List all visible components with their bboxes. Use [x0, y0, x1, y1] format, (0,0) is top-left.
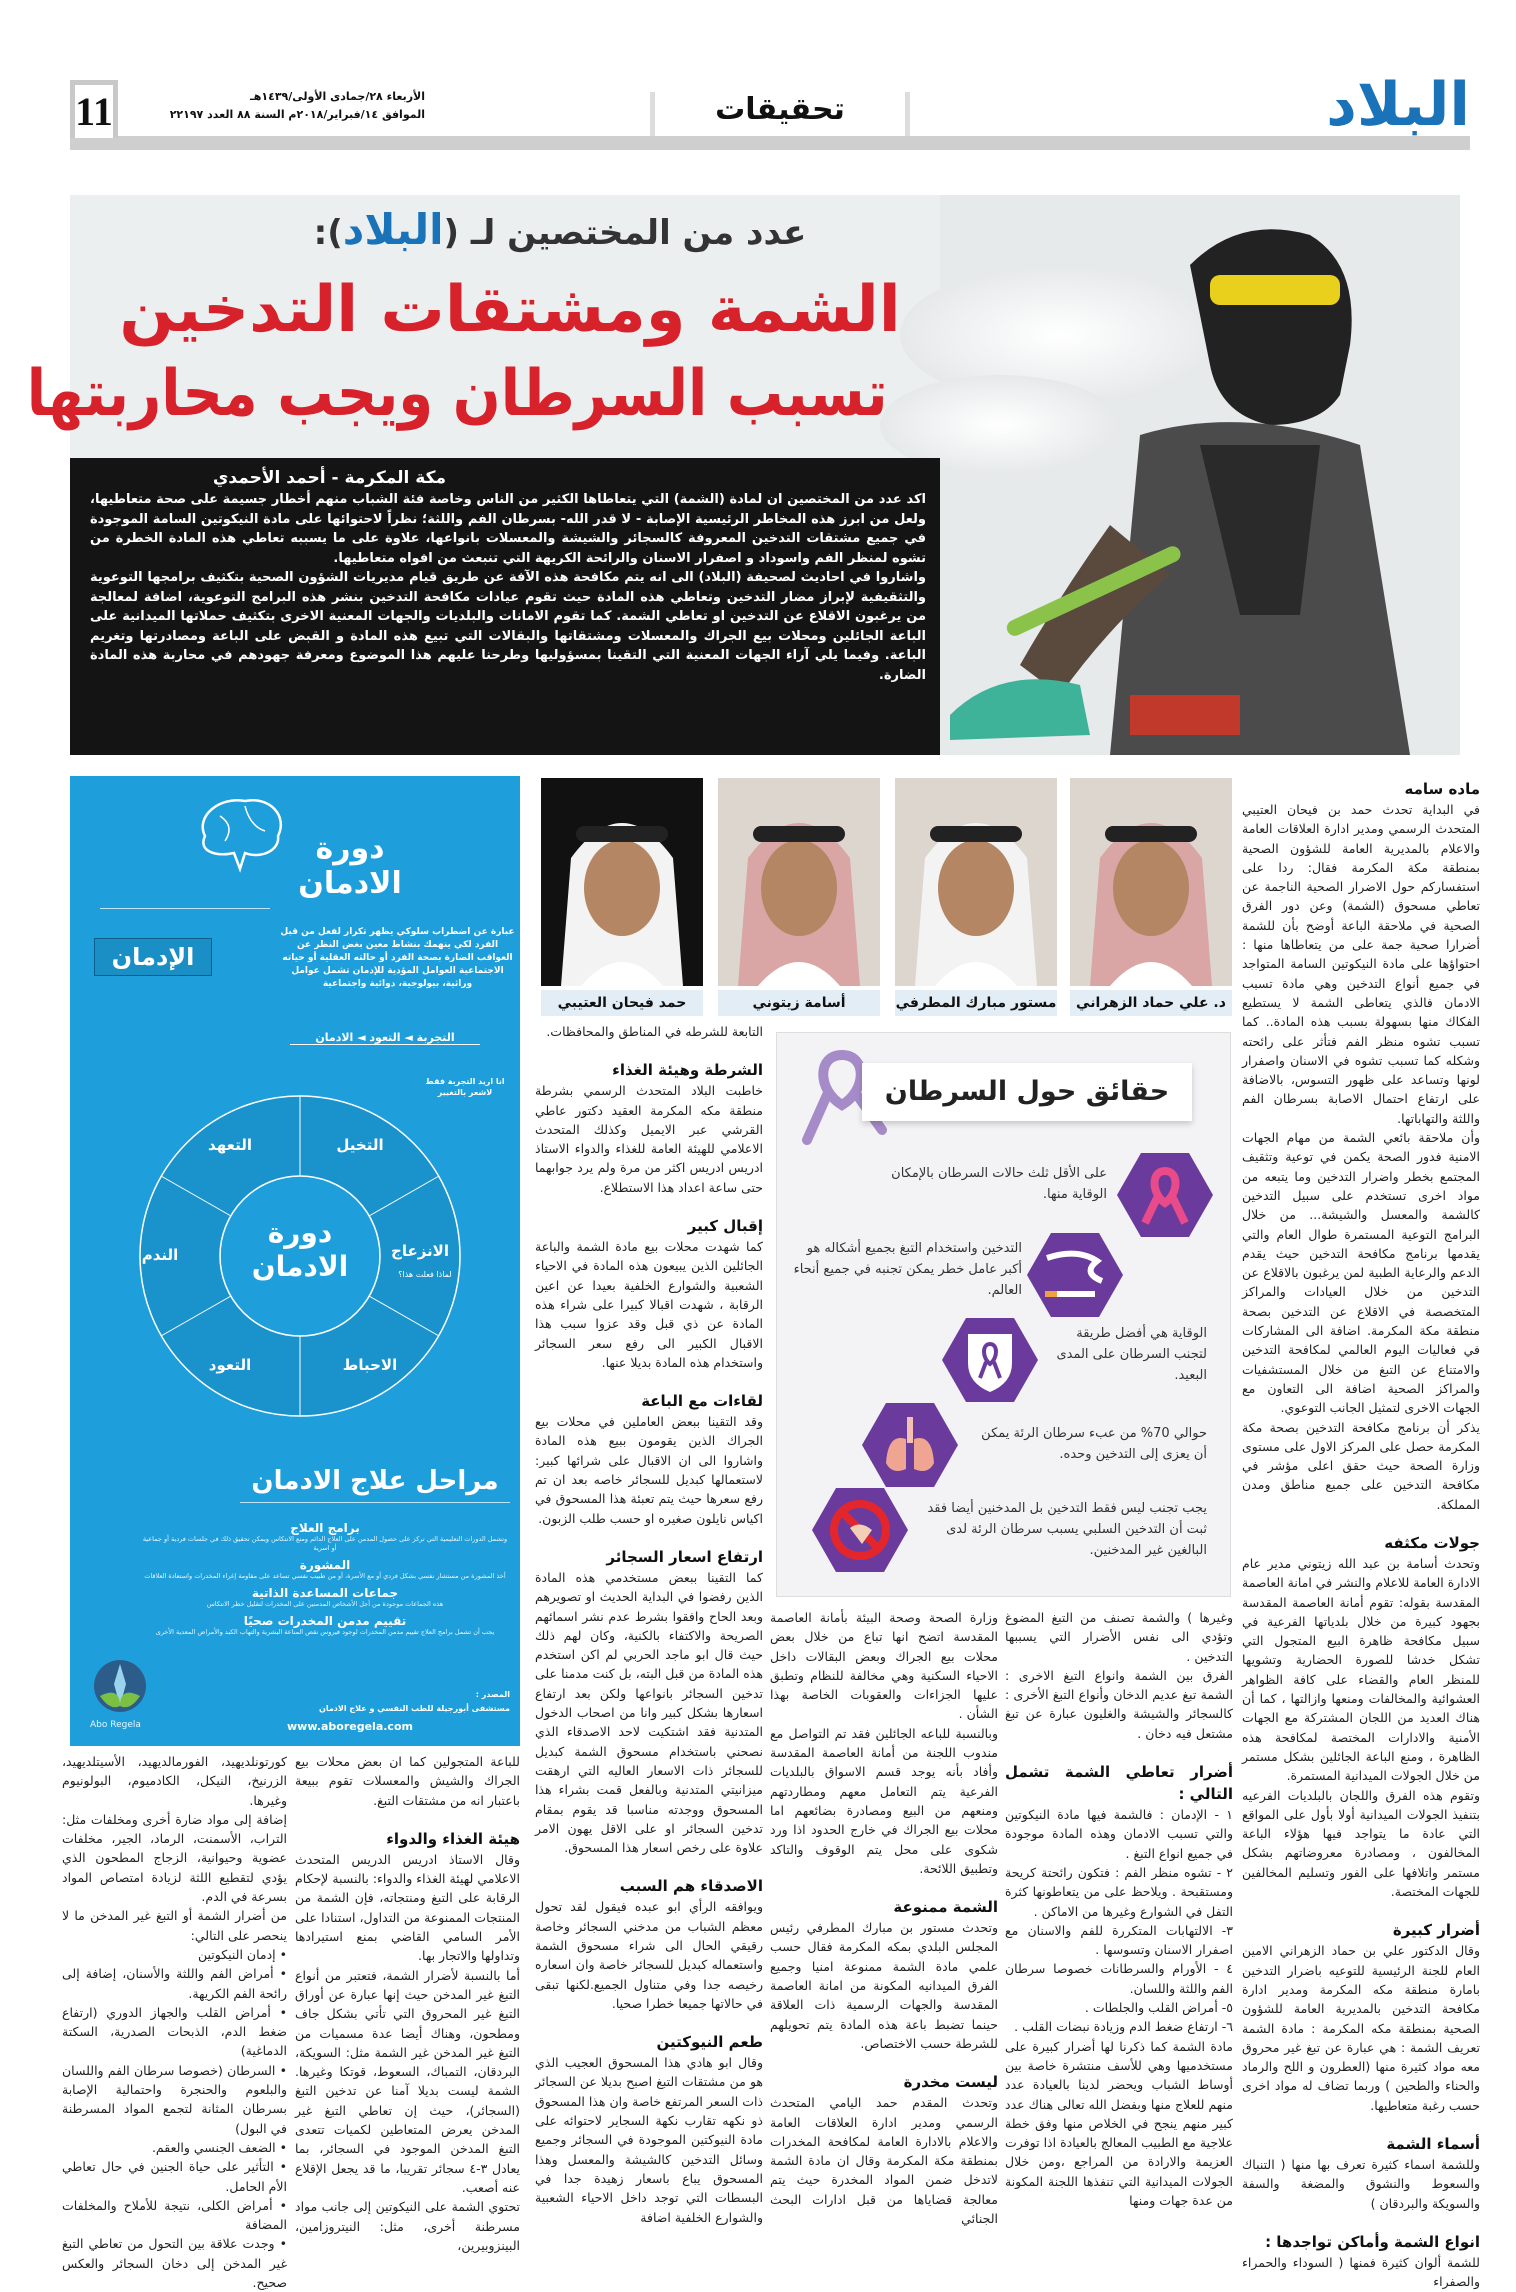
paragraph: • إدمان النيكوتين	[198, 1946, 287, 1962]
paragraph: ٤ - الأورام والسرطانات خصوصا سرطان الفم واللثة واللسان.	[1005, 1961, 1233, 1996]
paragraph: كما شهدت محلات بيع مادة الشمة والباعة الجائلين الذين يبيعون هذه المادة في الاحياء الشعبية والشوارع الخلفية بعيدا عن اعين الرقابة ، شهدت اقبالا كبيرا على شراء هذه المادة عن ذي قبل وقد عزوا سبب هذا الاقبال الكبير الى رفع سعر السجائر واستخدام هذه المادة بديلا عنها.	[535, 1239, 763, 1370]
issue-date	[125, 88, 425, 124]
person-photo	[1070, 778, 1232, 986]
divider	[100, 908, 270, 909]
ribbon-icon	[1117, 1153, 1213, 1237]
person-caption: د. علي حماد الزهراني	[1070, 990, 1232, 1016]
paragraph: وللشمة اسماء كثيرة تعرف بها منها ( التنباك والسعوط والنشوق والمضغة والسفة والسويكة والبردقان )	[1242, 2157, 1480, 2211]
paragraph: • أمراض الكلى، نتيجة للأملاح والمخلفات المضافة	[62, 2197, 287, 2233]
cancer-fact-text: حوالي 70% من عبء سرطان الرئة يمكن أن يعزى إلى التدخين وحده.	[981, 1426, 1207, 1462]
hero-photo-smoker	[940, 195, 1460, 755]
cycle-note: لماذا فعلت هذا؟	[398, 1270, 452, 1279]
paragraph: وغيرها ) والشمة تصنف من التبغ المضوغ وتؤدي الى نفس الأضرار التي يسببها التدخين .	[1005, 1610, 1233, 1664]
paragraph: وأن ملاحقة بائعي الشمة من مهام الجهات الامنية فدور الصحة يكمن في توعية وتثقيف المجتمع بخطر واضرار التدخين وما يتبعه من مواد اخرى تستخدم على سبيل التدخين كالشمة والمعسل والشيشة... من خلال البرامج التوعية المستمرة طوال العام والتي يقدمها برنامج مكافحة التدخين حيث يقدم الدعم والرعاية الطبية لمن يرغبون بالاقلاع عن التدخين من خلال العيادات والمراكز المتخصصة في الاقلاع عن التدخين بصحة منطقة مكة المكرمة. اضافة الى المشاركات في فعاليات اليوم العالمي لمكافحة التدخين والامتناع عن التبغ من خلال المستشفيات والمراكز الصحية اضافة الى التعاون مع الجهات الاخرى لتمثيل الجانب التوعوي.	[1242, 1130, 1480, 1416]
paragraph: وقد التقينا ببعض العاملين في محلات بيع الجراك الذين يقومون ببيع هذه المادة واشاروا الى ان الاقبال على شرائها كبير: لاستعمالها كبديل للسجائر خاصه بعد ان تم رفع سعرها حيث يتم تعبئة هذا المسحوق في اكياس نايلون صغيره او حسب طلب الزبون.	[535, 1414, 763, 1526]
intro-paragraph: واشاروا في احاديث لصحيفة (البلاد) الى انه يتم مكافحة هذه الآفة عن طريق قيام مديريات الشؤون الصحية بتكثيف برامجها التوعوية والتثقيفية لإبراز مضار التدخين وتعاطي هذه المادة حيث تقوم عيادات مكافحة التدخين بنشر هذه البرامج التوعوية، اضافة لمعالجة من يرغبون الاقلاع عن التدخين او تعاطي الشمة. كما تقوم الامانات والبلديات والجهات المعنية الاخرى بتكثيف حملاتها الميدانية على الباعة الجائلين ومحلات بيع الجراك والمعسلات ومشتقاتها والبقالات التي تبيع هذه المادة و القبض على الباعة ومصادرتها وتغريم الباعة. وفيما يلي آراء الجهات المعنية التي التقينا بمسؤوليها وطرحنا عليهم هذا الموضوع ومعرفة جهودهم في محاربة هذه المادة الضارة.	[90, 570, 926, 683]
subheading: ليست مخدرة	[903, 2073, 998, 2092]
subheading: أضرار كبيرة	[1392, 1921, 1480, 1940]
paragraph: كما التقينا ببعض مستخدمي هذه المادة الذين رفضوا في البداية الحديث او تصويرهم وبعد الحاح وافقوا بشرط عدم نشر اسمائهم الصريحة والاكتفاء بالكنية، وكان لهم ذلك حيث قال ابو ماجد الحربي لم اكن استخدم هذه المادة من قبل البته، بل كنت مدمنا على تدخين السجائر بانواعها ولكن بعد ارتفاع اسعارها بشكل كبير وانا من اصحاب الدخول المتدنية فقد اشتكيت لاحد الاصدقاء الذي نصحني باستخدام مسحوق الشمة كبديل للسجائر ذات الاسعار العاليه التي ارهقت ميزانيتي المتدنية وبالفعل قمت بشراء هذا المسحوق ووجدته مناسبا قد يقوم بمقام تدخين السجائر او على الاقل يهون الامر علاوة على رخص اسعار هذا المسحوق.	[535, 1569, 763, 1856]
paragraph: • التأثير على حياة الجنين في حال تعاطي الأم الحامل.	[62, 2159, 287, 2194]
treatment-stage-title: تقييم مدمن المخدرات صحيًا	[243, 1614, 407, 1628]
subheading: إقبال كبير	[687, 1217, 763, 1236]
cancer-fact-text: التدخين واستخدام التبغ بجميع أشكاله هو أكبر عامل خطر يمكن تجنبه في جميع أنحاء العالم.	[793, 1241, 1022, 1298]
addiction-flow: التجربة ◄ التعود ◄ الادمان	[290, 1031, 480, 1045]
treatment-stage-title: برامج العلاج	[290, 1521, 360, 1535]
person-caption: حمد فيحان العتيبي	[541, 990, 703, 1016]
infographic-title: حقائق حول السرطان	[862, 1063, 1192, 1121]
date-gregorian: الموافق ١٤/فبراير/٢٠١٨م السنة ٨٨ العدد ٢٢١٩٧	[169, 108, 425, 121]
addiction-title: دورة الادمان	[298, 831, 402, 901]
article-column-right	[1242, 778, 1480, 2290]
date-hijri: الأربعاء ٢٨/جمادى الأولى/١٤٣٩هـ	[250, 90, 425, 103]
paragraph: وزارة الصحة وصحة البيئة بأمانة العاصمة المقدسة اتضح انها تباع من خلال بعض محلات بيع الجراك وبعض البقالات داخل الاحياء السكنية وهي مخالفة للنظام وتطبق عليها الجزاءات والعقوبات الخاصة بهذا الشأن .	[770, 1610, 998, 1722]
cigarette-smoke-icon	[1027, 1233, 1123, 1317]
treatment-title: مراحل علاج الادمان	[240, 1466, 510, 1503]
cancer-fact-text: الوقاية هي أفضل طريقة لتجنب السرطان على المدى البعيد.	[1056, 1326, 1207, 1383]
paragraph: ويوافقه الرأي ابو عبده فيقول لقد تحول معظم الشباب من مدخني السجائر وخاصة رقيقي الحال الى شراء مسحوق الشمة واستعماله كبديل للسجائر خاصة وان اسعاره رخيصه جدا وفي متناول الجميع.لكنها تبقى في حالاتها جميعا خطرا صحيا.	[535, 1899, 763, 2011]
article-column	[295, 1752, 520, 2253]
treatment-stage-title: المشورة	[299, 1558, 351, 1572]
paragraph: خاطبت البلاد المتحدث الرسمي بشرطة منطقة مكه المكرمة العقيد دكتور عاطي القرشي عبر الايميل وكذلك المتحدث الاعلامي للهيئة العامة للغذاء والدواء الاستاذ ادريس ادريس اكثر من مرة ولم يرد جوابهما حتى ساعة اعداد هذا الاستطلاع.	[535, 1083, 763, 1195]
intro-paragraph: اكد عدد من المختصين ان لمادة (الشمة) التي يتعاطاها الكثير من الناس وخاصة فئة الشباب منهم أخطار جسيمة على صحة متعاطيها، ولعل من ابرز هذه المخاطر الرئيسية الإصابة - لا قدر الله- بسرطان الفم واللثة؛ نظراً لاحتوائها على مادة النيكوتين السامة الموجودة في جميع مشتقات التدخين المعروفة كالسجائر والشيشة والمعسلات بانواعها، علاوة على ما يسببه تعاطي هذه المادة الخطرة من تشوه لمنظر الفم واسوداد و اصفرار الاسنان والرائحة الكريهة التي تنبعث من افواه متعاطيها.	[90, 492, 926, 566]
aboregela-logo	[90, 1656, 160, 1736]
paragraph: ٢ - تشوه منظر الفم : فتكون رائحتة كريحة ومستقبحة . ويلاحظ على من يتعاطونها كثرة التفل في الشوارع وغيرها من الاماكن .	[1005, 1864, 1233, 1919]
subheading: ارتفاع اسعار السجائر	[606, 1547, 763, 1566]
main-headline-line-1: الشمة ومشتقات التدخين	[119, 273, 901, 347]
paragraph: ١ - الإدمان : فالشمة فيها مادة النيكوتين والتي تسبب الادمان وهذه المادة موجودة في جميع انواع التبغ .	[1005, 1807, 1233, 1861]
treatment-stage-text: وتشمل الدورات التعليمية التي تركز على حصول المدمن على العلاج الدائم ومنع الانتكاس ويمكن تحقيق ذلك في جلسات فردية أو جماعية أو اسرية	[142, 1535, 508, 1552]
source-url[interactable]: www.aboregela.com	[287, 1720, 413, 1733]
header-rule	[70, 136, 1470, 150]
subheading: ماده سامه	[1404, 780, 1480, 798]
subheading: الاصدقاء هم السبب	[619, 1877, 763, 1896]
newspaper-logo: البلاد	[1326, 70, 1470, 140]
paragraph: للشمة ألوان كثيرة فمنها ( السوداء والحمراء والصفراء	[1242, 2254, 1480, 2290]
paragraph: ٦- ارتفاع ضغط الدم وزيادة نبضات القلب .	[1014, 2019, 1233, 2035]
person-photo	[718, 778, 880, 986]
paragraph: مادة الشمة كما ذكرنا لها أضرار كبيرة على مستخدميها وهي للأسف منتشرة خاصة بين أوساط الشباب ويحضر لدينا بالعيادة عدد منهم للعلاج منها وبفضل الله تعالى هناك عدد كبير منهم ينجح في الخلاص منها وفق خطة علاجية مع الطبيب المعالج بالعيادة اذا توفرت العزيمة والارادة من المراجع ،ومن خلال الجولات الميدانية التي تنفذها اللجنة المكونة من عدة جهات ومنها	[1005, 2038, 1233, 2209]
cycle-note: انا اريد التجربة فقط لاشعر بالتغيير	[425, 1077, 505, 1097]
paragraph: ٥- أمراض القلب والجلطات .	[1084, 2000, 1233, 2016]
lungs-icon	[862, 1403, 958, 1487]
cycle-stage: التخيل	[336, 1136, 384, 1154]
paragraph: يذكر أن برنامج مكافحة التدخين بصحة مكة المكرمة حصل على المركز الاول على مستوى وزارة الصحة حيث حقق اعلى مؤشر في مكافحة التدخين على جميع مناطق ومدن المملكة.	[1242, 1419, 1480, 1512]
logo-text: Abo Regela	[90, 1720, 141, 1730]
person-caption: مستور مبارك المطرفي	[895, 990, 1057, 1016]
article-column	[62, 1752, 287, 2291]
subheading: هيئة الغذاء والدواء	[386, 1829, 520, 1848]
addiction-definition: عبارة عن اضطراب سلوكي يظهر تكرار لفعل من قبل الفرد لكي ينهمك بنشاط معين بغض النظر عن العواقب الضارة بصحة الفرد أو حالته العقلية أو حياته الاجتماعية العوامل المؤدية للإدمان تشمل عوامل وراثية، بيولوجية، دوائية واجتماعية	[280, 927, 515, 989]
treatment-stage-text: أخذ المشورة من مستشار نفسي بشكل فردي أو مع الأسرة، أو من طبيب نفسي تساعد على مقاومة إغراء المخدرات واستعادة العلاقات	[144, 1572, 506, 1580]
subheading: الشرطة وهيئة الغذاء	[612, 1061, 763, 1080]
person-photo	[541, 778, 703, 986]
cycle-stage: التعهد	[208, 1136, 252, 1154]
cycle-stage: التعود	[208, 1356, 252, 1374]
cancer-facts-infographic	[776, 1032, 1231, 1597]
paragraph: • الضعف الجنسي والعقم.	[151, 2139, 287, 2155]
article-column	[1005, 1608, 1233, 2248]
headline-kicker	[200, 205, 920, 254]
paragraph: إضافة إلى مواد ضارة أخرى ومخلفات مثل: التراب، الأسمنت، الرماد، الجير، مخلفات عضوية وحيوانية، الزجاج المطحون الذي يؤدي لتقطيع اللثة لزيادة امتصاص المواد بسرعة في الدم.	[62, 1811, 287, 1905]
byline: مكة المكرمة - أحمد الأحمدي	[212, 468, 446, 488]
paragraph: • أمراض القلب والجهاز الدوري (ارتفاع ضغط الدم، الذبحات الصدرية، السكتة الدماغية)	[62, 2004, 287, 2059]
paragraph: كورتونلديهيد، الفورمالديهيد، الأسيتلديهيد، الزرنيخ، النيكل، الكادميوم، البولونيوم وغيرها.	[62, 1754, 287, 1808]
paragraph: وتحدث مستور بن مبارك المطرفي رئيس المجلس البلدي بمكه المكرمة فقال حسب علمي مادة الشمة ممنوعة امنيا وجميع الفرق الميدانيه المكونة من امانة العاصمة المقدسة والجهات الرسمية ذات العلاقة حينما تضبط باعة هذه المادة يتم تحويلهم للشرطة حسب الاختصاص.	[770, 1920, 998, 2051]
subheading: طعم النيوكتين	[656, 2033, 763, 2052]
intro-box	[70, 458, 940, 755]
paragraph: وقال الاستاذ ادريس الدريس المتحدث الاعلامي لهيئة الغذاء والدواء: بالنسبة لإحكام الرقابة على التبغ ومنتجاته، فإن الشمة من المنتجات الممنوعة من التداول، استنادا على الأمر السامي القاضي بمنع استيرادها وتداولها والاتجار بها.	[295, 1851, 520, 1964]
source-name: مستشفى أبورجيلة للطب النفسي و علاج الادمان	[319, 1704, 510, 1713]
treatment-stage-text: يجب أن تشمل برامج العلاج تقييم مدمن المخدرات لوجود فيروس نقص المناعة البشرية والتهاب الكبد والأمراض المعدية الأخرى	[155, 1628, 495, 1636]
paragraph: وتحدث المقدم حمد اليامي المتحدث الرسمي ومدير ادارة العلاقات العامة والاعلام بالادارة العامة لمكافحة المخدرات بمنطقة مكة المكرمة وقال ان مادة الشمة لاتدخل ضمن المواد المخدرة حيث يتم معالجة قضاياها من قبل ادارات البحث الجنائي	[770, 2095, 998, 2227]
paragraph: ٣- الالتهابات المتكررة للفم والاسنان مع اصفرار الاسنان وتسوسها .	[1005, 1922, 1233, 1958]
paragraph: في البداية تحدث حمد بن فيحان العتيبي المتحدث الرسمي ومدير ادارة العلاقات العامة والاعلام بالمديرية العامة للشؤون الصحية بمنطقة مكة المكرمة فقال: ردا على استفساركم حول الاضرار الصحية الناجمة عن تعاطي مسحوق (الشمة) وعن دور الفرق الصحية في ملاحقة الباعة أوضح بأن للشمة أضرارا صحية جمة على من يتعاطاها منها : احتواؤها على مادة النيكوتين السامة المتواجد في جميع أنواع التدخين وهي مادة تسبب الادمان فالذي يتعاطى الشمة لا يستطيع الفكاك منها بسهولة بسبب هذه المادة.. كما تسبب تشوه منظر الفم فتأثر على رائحته وشكله كما تسبب تشوه في الاسنان واصفرار لونها وتساعد على ظهور التسوس، بالاضافة على ارتفاع احتمال الاصابة بسرطان الفم واللثة والتهاباتها.	[1242, 802, 1480, 1126]
shield-ribbon-icon	[942, 1318, 1038, 1402]
paragraph: • وجدت علاقة بين التحول من تعاطي التبغ غير المدخن إلى دخان السجائر والعكس صحيح.	[62, 2236, 287, 2291]
cancer-fact-text: يجب تجنب ليس فقط التدخين بل المدخنين أيضا فقد ثبت أن التدخين السلبي يسبب سرطان الرئة لدى البالغين غير المدخنين.	[927, 1501, 1207, 1558]
paragraph: تحتوي الشمة على النيكوتين إلى جانب مواد مسرطنة أخرى، مثل: النيتروزامين، البينزوبيرين،	[295, 2199, 520, 2253]
paragraph: وقال ابو هادي هذا المسحوق العجيب الذي هو من مشتقات التبغ اصبح بديلا عن السجائر ذات السعر المرتفع خاصة وان هذا المسحوق ذو نكهه تقارب نكهة السجاير لاحتوائه على مادة النيوكتين الموجودة في السجائر وجميع وسائل التدخين كالشيشة والمعسل وهذا المسحوق يباع باسعار زهيدة جدا في البسطات التي توجد داخل الاحياء الشعبية والشوارع الخلفية اضافة	[535, 2055, 763, 2225]
section-title: تحقيقات	[650, 92, 910, 136]
subheading: أضرار تعاطي الشمة تشمل التالي :	[1005, 1763, 1233, 1804]
cancer-fact-text: على الأقل ثلث حالات السرطان بالإمكان الوقاية منها.	[891, 1166, 1107, 1202]
subheading: انواع الشمة وأماكن تواجدها :	[1265, 2232, 1480, 2251]
treatment-stage-title: جماعات المساعدة الذاتية	[251, 1586, 399, 1600]
kicker-brand: البلاد	[342, 205, 444, 254]
subheading: أسماء الشمة	[1386, 2135, 1480, 2153]
addiction-term-box: الإدمان	[94, 938, 212, 976]
person-photo	[895, 778, 1057, 986]
source-label: المصدر :	[475, 1690, 510, 1699]
paragraph: للباعة المتجولين كما ان بعض محلات بيع الجراك والشيش والمعسلات تقوم ببيعة باعتبار انه من مشتقات التبغ.	[295, 1754, 520, 1808]
paragraph: • السرطان (خصوصا سرطان الفم واللسان والبلعوم والحنجرة واحتمالية الإصابة بسرطان المثانة لتجمع المواد المسرطنة في البول)	[62, 2062, 287, 2136]
kicker-text: عدد من المختصين لـ (	[443, 213, 807, 253]
page-number: 11	[70, 80, 118, 138]
person-caption: أسامة زيتوني	[718, 990, 880, 1016]
paragraph: وبالنسبة للباعه الجائلين فقد تم التواصل مع مندوب اللجنة من أمانة العاصمة المقدسة وأفاد بأنه يوجد قسم الاسواق بالبلديات الفرعية يتم التعامل معهم ومطاردتهم ومنعهم من البيع ومصادرة بضائعهم اما محلات بيع الجراك في خارج الحدود اذا ورد شكوى على محل يتم الوقوف والتاكد وتطبيق اللائحة.	[770, 1725, 998, 1876]
paragraph: وقال الدكتور علي بن حماد الزهراني الامين العام للجنة الرئيسية للتوعيه باضرار التدخين بامارة منطقة مكه المكرمة ومدير ادارة مكافحة التدخين بالمديرية العامة للشؤون الصحية بمنطقة مكه المكرمة : مادة الشمة تعريف الشمة : هي عبارة عن تبغ غير محروق معه مواد كثيرة منها (العطرون و اللح والرماد والحناء والطحين ) وربما تضاف له مواد اخرى حسب رغبة متعاطيها.	[1242, 1943, 1480, 2113]
subheading: جولات مكثفه	[1384, 1533, 1480, 1552]
paragraph: أما بالنسبة لأضرار الشمة، فتعتبر من أنواع التبغ غير المدخن حيث إنها عبارة عن أوراق التبغ غير المحروق التي تأتي بشكل جاف ومطحون، وهناك أيضا عدة مسميات من التبغ غير المدخن غير الشمة مثل: السويكة، البردقان، التمباك، السعوط، قوتكا وغيرها. الشمة ليست بديلا آمنا عن تدخين التبغ (السجائر)، حيث إن تعاطي التبغ غير المدخن يعرض المتعاطين لكميات تتعدى التبغ المدخن الموجود في السجائر، بما يعادل ٣-٤ سجائر تقريبا، ما قد يجعل الإقلاع عنه أصعب.	[295, 1967, 520, 2195]
subheading: لقاءات مع الباعة	[641, 1392, 763, 1411]
no-smoking-icon	[812, 1488, 908, 1572]
article-column	[770, 1608, 998, 2248]
paragraph: وتحدث أسامة بن عبد الله زيتوني مدير عام الادارة العامة للاعلام والنشر في امانة العاصمة المقدسة بقوله: تقوم أمانة العاصمة المقدسة بجهود كبيرة من خلال بلدياتها الفرعية في سبيل مكافحة ظاهرة البيع المتجول التي تشكل خدشا للصورة الحضارية وتشويها للمنظر العام والقضاء على كافة الظواهر العشوائية والمخالفات ومنعها وازالتها ، كما أن هناك العديد من اللجان المشتركة مع الجهات الأمنية والادارات المختصة لمكافحة هذه الظاهرة ، ومنع الباعة الجائلين بشكل مستمر من خلال الجولات الميدانية المستمرة.	[1242, 1555, 1480, 1784]
treatment-stage-text: هذه الجماعات موجودة من أجل الأشخاص المدمنين على المخدرات لتقليل خطر الانتكاس	[206, 1600, 444, 1608]
cycle-center-label: دورة الادمان	[251, 1216, 349, 1283]
kicker-end: ):	[313, 213, 343, 253]
main-headline-line-2: تسبب السرطان ويجب محاربتها	[26, 357, 888, 431]
paragraph: التابعة للشرطه في المناطق والمحافظات.	[546, 1024, 763, 1039]
cycle-stage: الانزعاج	[391, 1242, 449, 1260]
article-column	[535, 1022, 763, 2248]
subheading: الشمة ممنوعة	[893, 1898, 998, 1917]
paragraph: من أضرار الشمة أو التبغ غير المدخن ما لا ينحصر على التالي:	[62, 1908, 287, 1943]
cycle-stage: الندم	[141, 1246, 179, 1264]
paragraph: وتقوم هذه الفرق واللجان بالبلديات الفرعيه بتنفيذ الجولات الميدانية أولا بأول على المواقع التي عادة ما يتواجد فيها هؤلاء الباعة المخالفون ، ومصادرة معروضاتهم بشكل مستمر واتلافها على الفور وتسليم المخالفين للجهات المختصة.	[1242, 1787, 1480, 1900]
paragraph: الفرق بين الشمة وانواع التبغ الاخرى : الشمة تبغ عديم الدخان وأنواع التبغ الأخرى : كالسجائر والشيشة والغليون عبارة عن تبغ مشتعل فيه دخان .	[1005, 1667, 1233, 1741]
paragraph: • أمراض الفم واللثة والأسنان، إضافة إلى رائحة الفم الكريهة.	[62, 1966, 287, 2001]
addiction-cycle-infographic	[70, 776, 520, 1746]
cycle-stage: الاحباط	[342, 1356, 398, 1374]
